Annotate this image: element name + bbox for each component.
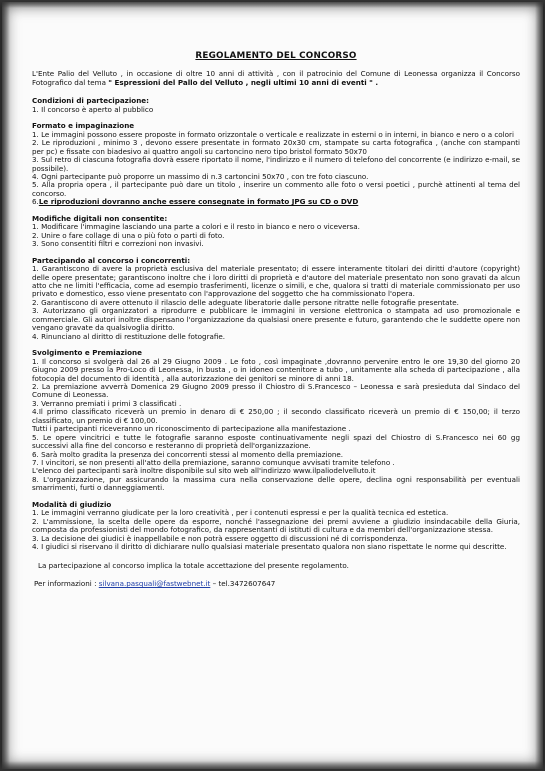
- list-item: 4.Il primo classificato riceverà un premio in denaro di € 250,00 ; il secondo classificato riceverà un premio di € 150,00; il terzo classificato, un premio di € 100,00.: [32, 407, 520, 425]
- section-title: Svolgimento e Premiazione: [32, 348, 142, 358]
- list-item: 3. Autorizzano gli organizzatori a riprodurre e pubblicare le immagini in versione elettronica o stampata ad uso promozionale e commerciale. Gli autori inoltre dispensano l'organizzazione da qualsiasi onere presente e futuro, garantendo che le suddette opere non vengano gravate da qualsivoglia diritto.: [32, 306, 520, 333]
- contact-label: Per informazioni :: [34, 579, 97, 589]
- intro-text: L'Ente Palio del Velluto , in occasione di oltre 10 anni di attività , con il patrocinio del Comune di Leonessa organizza il Concorso Fotografico dal tema: [32, 69, 520, 87]
- list-item: 1. Le immagini verranno giudicate per la loro creatività , per i contenuti espressi e per la qualità tecnica ed estetica.: [32, 508, 449, 518]
- section-title: Partecipando al concorso i concorrenti:: [32, 255, 191, 265]
- scan-edge-right: [535, 0, 545, 771]
- section-modifiche: [32, 215, 520, 249]
- section-partecipazione: [32, 97, 520, 114]
- section-title: Modalità di giudizio: [32, 499, 112, 509]
- section-giudizio: [32, 501, 520, 552]
- list-item: 3. Verranno premiati i primi 3 classificati .: [32, 398, 182, 408]
- list-item: 5. Le opere vincitrici e tutte le fotografie saranno esposte continuativamente negli spazi del Chiostro di S.Francesco nei 60 gg successivi alla fine del concorso e resteranno di proprietà dell'organizzazione.: [32, 432, 520, 451]
- list-item: 2. Unire o fare collage di una o più foto o parti di foto.: [32, 230, 225, 240]
- closing-statement: La partecipazione al concorso implica la totale accettazione del presente regolamento.: [38, 560, 349, 570]
- section-title: Modifiche digitali non consentite:: [32, 213, 168, 223]
- list-item: 6. Sarà molto gradita la presenza dei concorrenti stessi al momento della premiazione.: [32, 449, 344, 459]
- scan-edge-left: [0, 0, 10, 771]
- list-item: 1. Garantiscono di avere la proprietà esclusiva del materiale presentato; di essere interamente titolari dei diritti d'autore (copyright) delle opere presentate; garantiscono inoltre che i loro diritti di proprietà e d'autore del materiale presentato non sono gravati da alcun atto che ne limiti l'efficacia, come ad esempio trasferimenti, licenze o simili, e che, qualora si tratti di materiale commissionato per uso privato e domestico, esso viene presentato con l'approvazione del soggetto che ha commissionato l'opera.: [32, 264, 520, 299]
- list-item: 4. I giudici si riservano il diritto di dichiarare nullo qualsiasi materiale presentato qualora non siano rispettate le norme qui descritte.: [32, 542, 507, 552]
- section-formato: [32, 122, 520, 207]
- email-link[interactable]: silvana.pasquali@fastwebnet.it: [98, 579, 211, 589]
- list-item: 4. Rinunciano al diritto di restituzione delle fotografie.: [32, 331, 226, 341]
- list-item: Tutti i partecipanti riceveranno un riconoscimento di partecipazione alla manifestazione .: [32, 424, 351, 434]
- list-item: 1. Il concorso è aperto al pubblico: [32, 104, 154, 114]
- intro-theme: " Espressioni del Pallo del Velluto , negli ultimi 10 anni di eventi " .: [108, 77, 379, 87]
- scan-edge-top: [0, 0, 545, 8]
- document-body: [32, 52, 520, 588]
- document-title: REGOLAMENTO DEL CONCORSO: [195, 51, 357, 61]
- list-item: 1. Il concorso si svolgerà dal 26 al 29 Giugno 2009 . Le foto , così impaginate ,dovranno pervenire entro le ore 19,30 del giorno 20 Giugno 2009 presso la Pro-Loco di Leonessa, in busta , o in idoneo contenitore a tubo , unitamente alla scheda di partecipazione , alla fotocopia del documento di identità , alla autorizzazione dei genitori se minore di anni 18.: [32, 356, 520, 383]
- list-item: 1. Le immagini possono essere proposte in formato orizzontale o verticale e realizzate in esterni o in interni, in bianco e nero o a colori: [32, 129, 514, 139]
- section-title: Condizioni di partecipazione:: [32, 96, 149, 106]
- list-item: 2. La premiazione avverrà Domenica 29 Giugno 2009 presso il Chiostro di S.Francesco – Leonessa e sarà presieduta dal Sindaco del Comune di Leonessa.: [32, 381, 520, 400]
- section-concorrenti: [32, 257, 520, 342]
- list-item: L'elenco dei partecipanti sarà inoltre disponibile sul sito web all'indirizzo www.ilpaliodelvelluto.it: [32, 466, 376, 476]
- jpg-requirement: Le riproduzioni dovranno anche essere consegnate in formato JPG su CD o DVD: [38, 197, 359, 207]
- list-item: 1. Modificare l'immagine lasciando una parte a colori e il resto in bianco e nero o viceversa.: [32, 222, 360, 232]
- list-item: 3. Sono consentiti filtri e correzioni non invasivi.: [32, 239, 204, 249]
- list-item: 2. Garantiscono di avere ottenuto il rilascio delle adeguate liberatorie dalle persone ritratte nelle fotografie presentate.: [32, 297, 459, 307]
- list-item: 4. Ogni partecipante può proporre un massimo di n.3 cartoncini 50x70 , con tre foto ciascuno.: [32, 171, 369, 181]
- section-svolgimento: [32, 349, 520, 493]
- phone-number: – tel.3472607647: [210, 579, 276, 589]
- section-title: Formato e impaginazione: [32, 121, 135, 131]
- list-item: 8. L'organizzazione, pur assicurando la massima cura nella conservazione delle opere, declina ogni responsabilità per eventuali smarrimenti, furti o danneggiamenti.: [32, 474, 520, 493]
- scan-edge-bottom: [0, 761, 545, 771]
- list-item: [32, 198, 520, 206]
- list-item: 3. La decisione dei giudici è inappellabile e non potrà essere oggetto di discussioni né di corrispondenza.: [32, 533, 408, 543]
- list-item: 7. I vincitori, se non presenti all'atto della premiazione, saranno comunque avvisati tramite telefono .: [32, 458, 395, 468]
- list-item: 3. Sul retro di ciascuna fotografia dovrà essere riportato il nome, l'indirizzo e il numero di telefono del concorrente (e indirizzo e-mail, se possibile).: [32, 155, 520, 173]
- list-item: 2. L'ammissione, la scelta delle opere da esporre, nonché l'assegnazione dei premi avviene a giudizio insindacabile della Giuria, composta da professionisti del mondo fotografico, da rappresentanti di istituti di cultura e da membri dell'organizzazione stessa.: [32, 516, 520, 535]
- contact-line: [34, 580, 520, 588]
- list-item: 2. Le riproduzioni , minimo 3 , devono essere presentate in formato 20x30 cm, stampate su carta fotografica , (anche con stampanti per pc) e fissate con biadesivo ai quattro angoli su cartoncino nero tipo bristol formato 50x70: [32, 138, 520, 156]
- item-number: 6.: [32, 197, 39, 207]
- list-item: 5. Alla propria opera , il partecipante può dare un titolo , inserire un commento alle foto o versi poetici , purchè attinenti al tema del concorso.: [32, 180, 520, 198]
- intro-paragraph: [32, 70, 520, 87]
